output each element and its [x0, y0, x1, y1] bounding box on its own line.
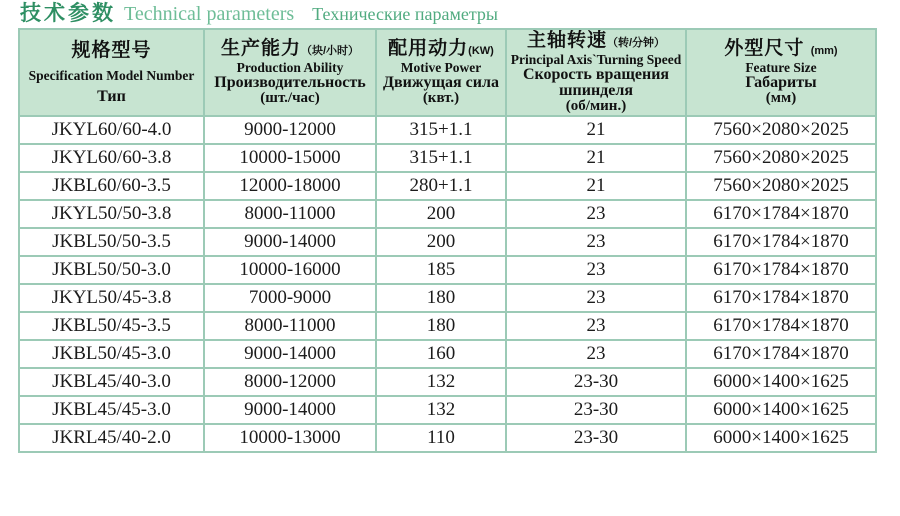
cell-speed: 23	[506, 284, 686, 312]
header-power-ru-unit: (квт.)	[422, 89, 460, 106]
cell-power: 180	[376, 312, 506, 340]
header-cell-power	[376, 29, 506, 116]
cell-size: 6170×1784×1870	[686, 284, 876, 312]
table-row	[19, 424, 876, 452]
cell-size: 6170×1784×1870	[686, 312, 876, 340]
cell-speed: 21	[506, 144, 686, 172]
header-speed-ru-unit: (об/мин.)	[565, 97, 627, 114]
cell-model: JKBL50/50-3.0	[19, 256, 204, 284]
header-size-ru-unit: (мм)	[765, 89, 797, 106]
header-power-ru: Движущая сила	[383, 73, 499, 91]
table-row	[19, 340, 876, 368]
header-cell-model	[19, 29, 204, 116]
cell-power: 180	[376, 284, 506, 312]
table-row	[19, 172, 876, 200]
cell-model: JKYL60/60-3.8	[19, 144, 204, 172]
cell-speed: 23	[506, 200, 686, 228]
header-capacity-ru-unit: (шт./час)	[260, 89, 320, 106]
header-speed-zh-unit: （转/分钟）	[606, 37, 666, 50]
cell-size: 7560×2080×2025	[686, 144, 876, 172]
cell-capacity: 8000-11000	[204, 312, 376, 340]
cell-speed: 23	[506, 228, 686, 256]
cell-model: JKRL45/40-2.0	[19, 424, 204, 452]
header-cell-capacity	[204, 29, 376, 116]
cell-capacity: 12000-18000	[204, 172, 376, 200]
header-power-zh: 配用动力	[388, 38, 469, 60]
title-russian: Технические параметры	[312, 4, 499, 24]
cell-power: 315+1.1	[376, 116, 506, 144]
cell-size: 6000×1400×1625	[686, 424, 876, 452]
table-row	[19, 228, 876, 256]
page-title	[20, 0, 498, 27]
header-cell-speed	[506, 29, 686, 116]
cell-model: JKBL60/60-3.5	[19, 172, 204, 200]
header-size-zh-unit: (mm)	[810, 45, 838, 58]
spec-table	[18, 28, 877, 453]
cell-capacity: 7000-9000	[204, 284, 376, 312]
cell-size: 6170×1784×1870	[686, 228, 876, 256]
cell-capacity: 9000-14000	[204, 396, 376, 424]
cell-power: 200	[376, 200, 506, 228]
cell-capacity: 8000-11000	[204, 200, 376, 228]
table-row	[19, 200, 876, 228]
header-capacity-ru: Производительность	[214, 73, 366, 91]
cell-capacity: 9000-14000	[204, 340, 376, 368]
header-size-en: Feature Size	[745, 59, 817, 75]
cell-power: 185	[376, 256, 506, 284]
table-row	[19, 284, 876, 312]
header-cell-size	[686, 29, 876, 116]
header-speed-en: Principal Axis`Turning Speed	[510, 51, 682, 67]
cell-power: 110	[376, 424, 506, 452]
cell-model: JKBL50/45-3.0	[19, 340, 204, 368]
cell-speed: 23	[506, 312, 686, 340]
title-chinese: 技术参数	[20, 2, 116, 25]
table-row	[19, 368, 876, 396]
table-row	[19, 396, 876, 424]
table-row	[19, 312, 876, 340]
cell-speed: 23-30	[506, 424, 686, 452]
cell-size: 6170×1784×1870	[686, 340, 876, 368]
header-capacity-en: Production Ability	[236, 59, 344, 75]
header-model-ru: Тип	[97, 88, 126, 106]
header-model-zh: 规格型号	[71, 39, 152, 61]
header-power-zh-unit: (KW)	[468, 45, 494, 58]
cell-size: 6170×1784×1870	[686, 200, 876, 228]
header-size-ru: Габариты	[745, 73, 817, 91]
cell-capacity: 9000-12000	[204, 116, 376, 144]
cell-model: JKYL50/45-3.8	[19, 284, 204, 312]
cell-model: JKBL45/40-3.0	[19, 368, 204, 396]
header-size-zh: 外型尺寸	[724, 38, 805, 60]
table-row	[19, 144, 876, 172]
cell-size: 6170×1784×1870	[686, 256, 876, 284]
cell-power: 160	[376, 340, 506, 368]
title-english: Technical parameters	[124, 3, 295, 25]
cell-power: 132	[376, 368, 506, 396]
header-power-en: Motive Power	[400, 59, 482, 75]
cell-capacity: 10000-15000	[204, 144, 376, 172]
header-model-en: Specification Model Number	[28, 68, 195, 84]
cell-speed: 23-30	[506, 368, 686, 396]
cell-capacity: 8000-12000	[204, 368, 376, 396]
cell-capacity: 10000-13000	[204, 424, 376, 452]
header-capacity-zh: 生产能力	[220, 38, 301, 60]
cell-speed: 21	[506, 172, 686, 200]
cell-speed: 23	[506, 256, 686, 284]
cell-power: 132	[376, 396, 506, 424]
table-header-row	[19, 29, 876, 116]
cell-capacity: 9000-14000	[204, 228, 376, 256]
header-speed-ru: Скорость вращения шпинделя	[522, 65, 670, 99]
table-row	[19, 256, 876, 284]
cell-model: JKYL50/50-3.8	[19, 200, 204, 228]
cell-speed: 21	[506, 116, 686, 144]
cell-speed: 23-30	[506, 396, 686, 424]
cell-speed: 23	[506, 340, 686, 368]
header-capacity-zh-unit: （块/小时）	[300, 45, 360, 58]
table-row	[19, 116, 876, 144]
header-speed-zh: 主轴转速	[526, 30, 607, 52]
cell-size: 7560×2080×2025	[686, 172, 876, 200]
cell-size: 6000×1400×1625	[686, 396, 876, 424]
cell-model: JKBL50/50-3.5	[19, 228, 204, 256]
cell-model: JKYL60/60-4.0	[19, 116, 204, 144]
cell-model: JKBL45/45-3.0	[19, 396, 204, 424]
cell-size: 6000×1400×1625	[686, 368, 876, 396]
cell-capacity: 10000-16000	[204, 256, 376, 284]
cell-power: 200	[376, 228, 506, 256]
cell-size: 7560×2080×2025	[686, 116, 876, 144]
cell-power: 315+1.1	[376, 144, 506, 172]
cell-model: JKBL50/45-3.5	[19, 312, 204, 340]
cell-power: 280+1.1	[376, 172, 506, 200]
